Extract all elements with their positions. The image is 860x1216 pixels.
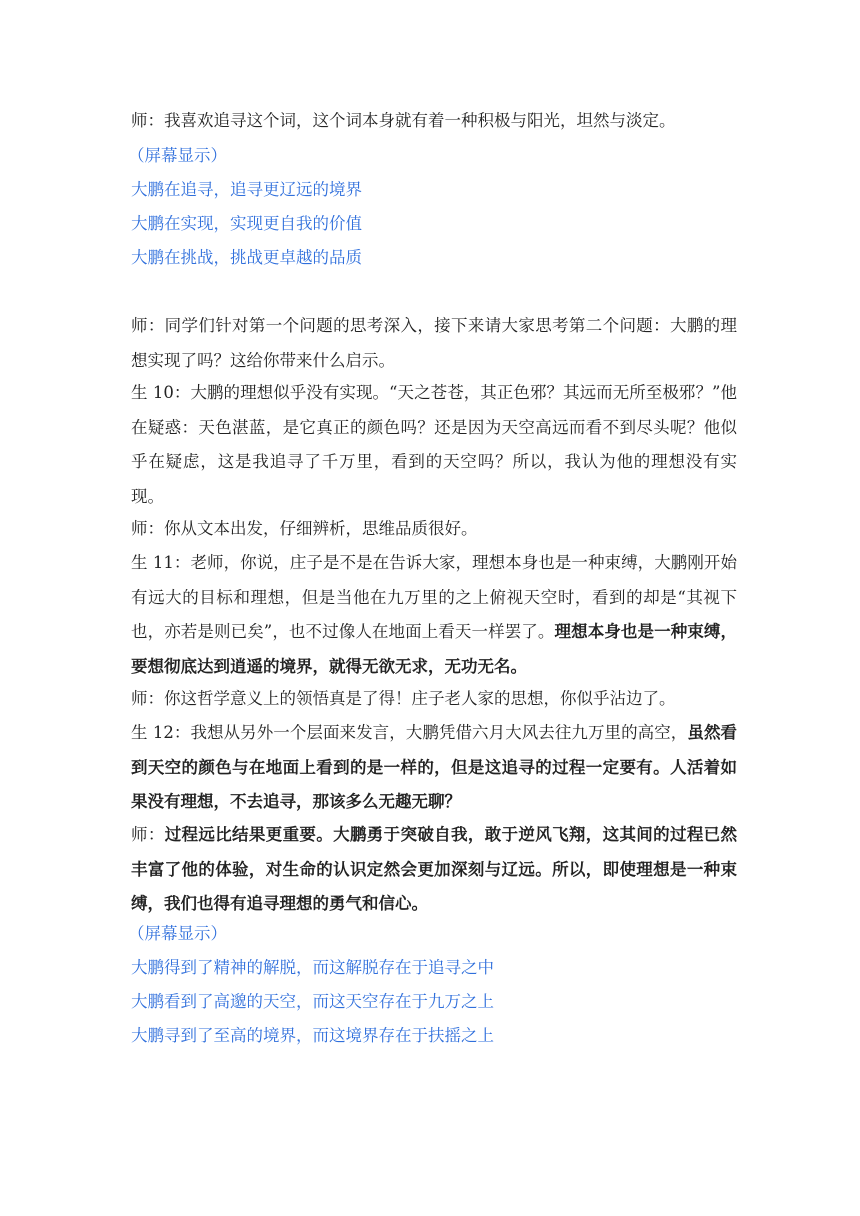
teacher-summary-prefix: 师：	[131, 825, 165, 844]
screen-display-label-1: （屏幕显示）	[128, 146, 227, 165]
screen-line-1-2: 大鹏在实现，实现更自我的价值	[131, 214, 362, 233]
teacher-comment-11: 师：你这哲学意义上的领悟真是了得！庄子老人家的思想，你似乎沾边了。	[131, 689, 676, 708]
student-12-bold-text: 虽然看到天空的颜色与在地面上看到的是一样的，但是这追寻的过程一定要有。人活着如果没有理想，不去追寻，那该多么无趣无聊？	[131, 723, 737, 811]
teacher-question-2: 师：同学们针对第一个问题的思考深入，接下来请大家思考第二个问题：大鹏的理想实现了吗？这给你带来什么启示。	[131, 316, 737, 370]
teacher-comment-10: 师：你从文本出发，仔细辨析，思维品质很好。	[131, 519, 478, 538]
screen-line-1-3: 大鹏在挑战，挑战更卓越的品质	[131, 248, 362, 267]
teacher-summary-bold-text: 过程远比结果更重要。大鹏勇于突破自我，敢于逆风飞翔，这其间的过程已然丰富了他的体验，对生命的认识定然会更加深刻与辽远。所以，即使理想是一种束缚，我们也得有追寻理想的勇气和信心。	[131, 825, 738, 913]
student-11-bold-text: 理想本身也是一种束缚，要想彻底达到逍遥的境界，就得无欲无求，无功无名。	[131, 622, 738, 676]
screen-display-label-2: （屏幕显示）	[128, 924, 227, 943]
teacher-summary	[131, 818, 737, 922]
screen-line-2-2: 大鹏看到了高邈的天空，而这天空存在于九万之上	[131, 992, 494, 1011]
screen-line-2-3: 大鹏寻到了至高的境界，而这境界存在于扶摇之上	[131, 1026, 494, 1045]
student-11-answer	[131, 546, 737, 684]
student-11-text: 生 11：老师，你说，庄子是不是在告诉大家，理想本身也是一种束缚，大鹏刚开始有远大的目标和理想，但是当他在九万里的之上俯视天空时，看到的却是“其视下也，亦若是则已矣”，也不过像人在地面上看天一样罢了。	[131, 553, 737, 641]
student-10-answer: 生 10：大鹏的理想似乎没有实现。“天之苍苍，其正色邪？其远而无所至极邪？”他在疑惑：天色湛蓝，是它真正的颜色吗？还是因为天空高远而看不到尽头呢？他似乎在疑虑，这是我追寻了千万里，看到的天空吗？所以，我认为他的理想没有实现。	[131, 383, 737, 506]
student-12-text: 生 12：我想从另外一个层面来发言，大鹏凭借六月大风去往九万里的高空，	[131, 723, 688, 742]
screen-line-1-1: 大鹏在追寻，追寻更辽远的境界	[131, 180, 362, 199]
teacher-remark-1: 师：我喜欢追寻这个词，这个词本身就有着一种积极与阳光，坦然与淡定。	[131, 111, 676, 130]
screen-line-2-1: 大鹏得到了精神的解脱，而这解脱存在于追寻之中	[131, 958, 494, 977]
student-12-answer	[131, 716, 737, 820]
